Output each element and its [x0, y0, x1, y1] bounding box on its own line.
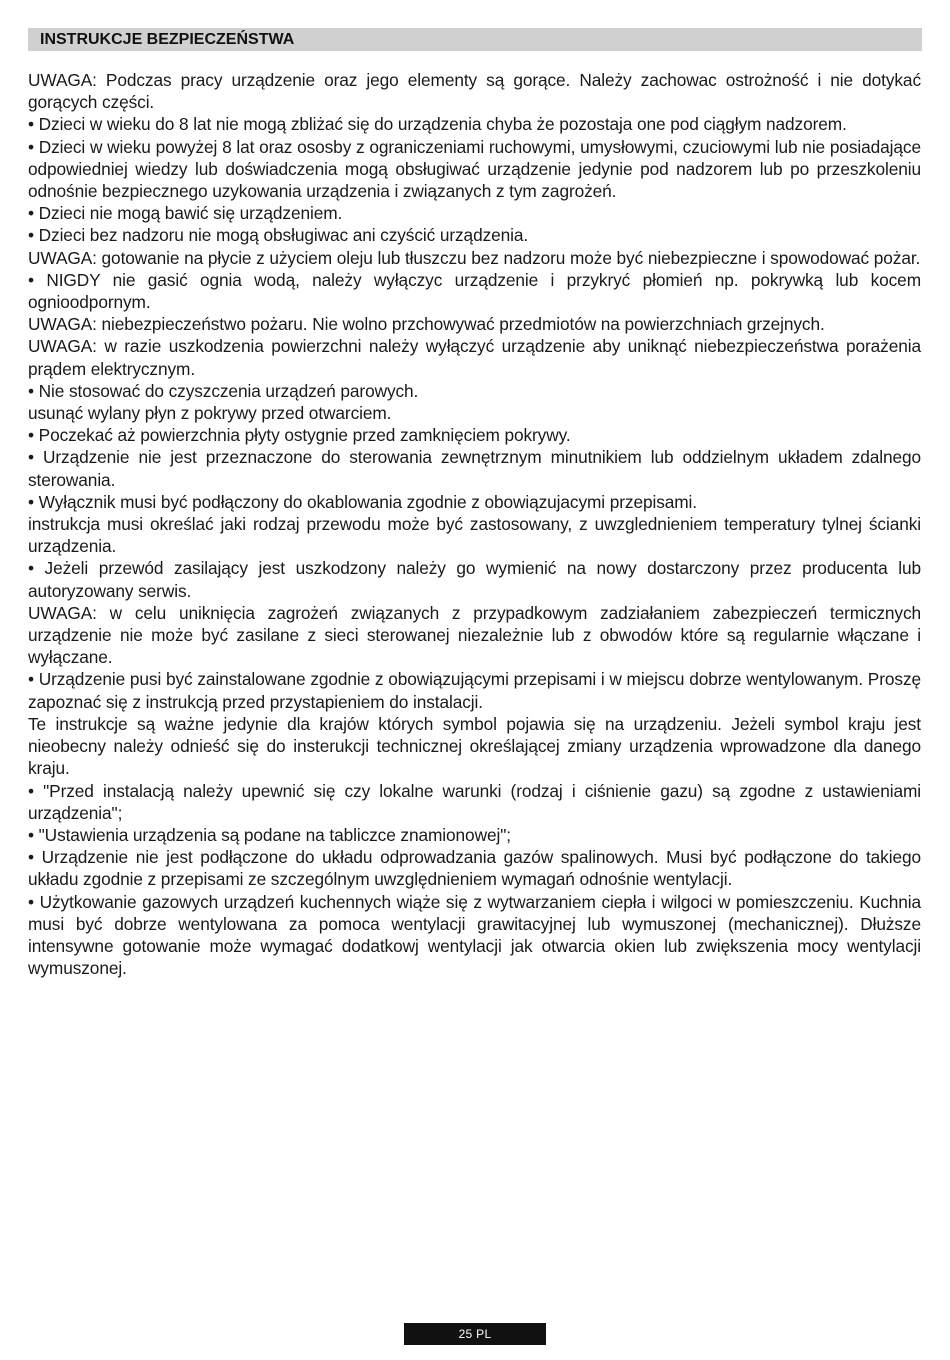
paragraph: • "Ustawienia urządzenia są podane na tabliczce znamionowej";: [28, 824, 511, 845]
paragraph: • Użytkowanie gazowych urządzeń kuchennych wiąże się z wytwarzaniem ciepła i wilgoci w pomieszczeniu. Kuchnia musi być dobrze wentylowana za pomoca wentylacji grawitacyjnej lub wymuszonej (mechanicznej). Dłuższe intensywne gotowanie może wymagać dodatkowj wentylacji jak otwarcia okien lub zwiększenia mocy wentylacji wymuszonej.: [28, 891, 921, 979]
paragraph: • NIGDY nie gasić ognia wodą, należy wyłączyc urządzenie i przykryć płomień np. pokrywką lub kocem ognioodpornym.: [28, 269, 921, 313]
paragraph: • Dzieci w wieku powyżej 8 lat oraz ososby z ograniczeniami ruchowymi, umysłowymi, czuciowymi lub nie posiadające odpowiedniej wiedzy lub doświadczenia mogą obsługiwać urządzenie jedynie pod nadzorem lub po przeszkoleniu odnośnie bezpiecznego uzykowania urządzenia i związanych z tym zagrożeń.: [28, 136, 921, 202]
page-number: 25 PL: [458, 1327, 492, 1341]
paragraph: • Poczekać aż powierzchnia płyty ostygnie przed zamknięciem pokrywy.: [28, 425, 571, 446]
safety-instructions-body: [28, 69, 921, 979]
paragraph: UWAGA: gotowanie na płycie z użyciem oleju lub tłuszczu bez nadzoru może być niebezpieczne i spowodować pożar.: [28, 247, 921, 268]
section-header: [28, 28, 922, 51]
paragraph: • Urządzenie nie jest przeznaczone do sterowania zewnętrznym minutnikiem lub oddzielnym układem zdalnego sterowania.: [28, 447, 921, 490]
section-title: INSTRUKCJE BEZPIECZEŃSTWA: [40, 31, 295, 48]
paragraph: • Jeżeli przewód zasilający jest uszkodzony należy go wymienić na nowy dostarczony przez producenta lub autoryzowany serwis.: [28, 558, 921, 601]
paragraph: UWAGA: niebezpieczeństwo pożaru. Nie wolno przchowywać przedmiotów na powierzchniach grzejnych.: [28, 314, 825, 335]
paragraph: usunąć wylany płyn z pokrywy przed otwarciem.: [28, 403, 392, 424]
paragraph: Te instrukcje są ważne jedynie dla krajów których symbol pojawia się na urządzeniu. Jeżeli symbol kraju jest nieobecny należy odnieść się do insterukcji technicznej określającej zmiany urządzenia wprowadzone dla danego kraju.: [28, 713, 921, 779]
paragraph: UWAGA: w celu uniknięcia zagrożeń związanych z przypadkowym zadziałaniem zabezpieczeń termicznych urządzenie nie może być zasilane z sieci sterowanej niezależnie lub z obwodów które są regularnie włączane i wyłączane.: [28, 602, 921, 668]
paragraph: • Wyłącznik musi być podłączony do okablowania zgodnie z obowiązujacymi przepisami.: [28, 491, 698, 512]
paragraph: • Dzieci bez nadzoru nie mogą obsługiwac ani czyścić urządzenia.: [28, 225, 529, 246]
paragraph: instrukcja musi określać jaki rodzaj przewodu może być zastosowany, z uwzglednieniem temperatury tylnej ścianki urządzenia.: [28, 514, 921, 557]
paragraph: UWAGA: w razie uszkodzenia powierzchni należy wyłączyć urządzenie aby uniknąć niebezpieczeństwa porażenia prądem elektrycznym.: [28, 336, 921, 379]
paragraph: • Dzieci w wieku do 8 lat nie mogą zbliżać się do urządzenia chyba że pozostaja one pod ciągłym nadzorem.: [28, 114, 847, 135]
paragraph: • Nie stosować do czyszczenia urządzeń parowych.: [28, 380, 419, 401]
paragraph: • Urządzenie nie jest podłączone do układu odprowadzania gazów spalinowych. Musi być podłączone do takiego układu zgodnie z przepisami ze szczególnym uwzględnieniem wymagań odnośnie wentylacji.: [28, 847, 921, 890]
paragraph: • Urządzenie pusi być zainstalowane zgodnie z obowiązującymi przepisami i w miejscu dobrze wentylowanym. Proszę zapoznać się z instrukcją przed przystapieniem do instalacji.: [28, 669, 921, 712]
paragraph: UWAGA: Podczas pracy urządzenie oraz jego elementy są gorące. Należy zachowac ostrożność i nie dotykać gorących części.: [28, 70, 921, 113]
page-number-badge: [404, 1323, 546, 1345]
paragraph: • Dzieci nie mogą bawić się urządzeniem.: [28, 203, 343, 224]
paragraph: • "Przed instalacją należy upewnić się czy lokalne warunki (rodzaj i ciśnienie gazu) są zgodne z ustawieniami urządzenia";: [28, 780, 921, 823]
